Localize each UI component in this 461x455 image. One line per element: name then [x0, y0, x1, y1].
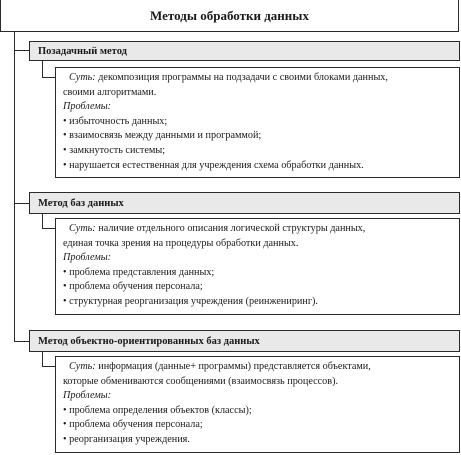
- method-header-2: [29, 192, 460, 214]
- method-header-3: [29, 330, 460, 352]
- essence-line: [63, 360, 453, 375]
- essence-line: [63, 222, 453, 237]
- problem-item: • проблема представления данных;: [63, 266, 215, 278]
- connector-method-2: [14, 203, 29, 204]
- diagram-title: Методы обработки данных: [0, 0, 459, 32]
- essence-label: Суть:: [69, 223, 96, 234]
- main-connector: [14, 32, 15, 342]
- method-body-1: [55, 67, 460, 178]
- problem-item: • структурная реорганизация учреждения (реинжениринг).: [63, 295, 318, 307]
- sub-connector-h-1: [42, 77, 55, 78]
- method-name-3: Метод объектно-ориентированных баз данных: [38, 335, 260, 347]
- problem-item: • избыточность данных;: [63, 115, 168, 127]
- problem-item: • проблема обучения персонала;: [63, 281, 203, 293]
- problem-item: • взаимосвязь между данными и программой;: [63, 130, 262, 142]
- problems-label: Проблемы:: [63, 101, 112, 113]
- connector-method-3: [14, 341, 29, 342]
- method-body-2: [55, 218, 460, 315]
- sub-connector-h-2: [42, 228, 55, 229]
- essence-label: Суть:: [69, 72, 96, 83]
- sub-connector-3: [42, 352, 43, 366]
- method-name-2: Метод баз данных: [38, 197, 124, 209]
- problems-label: Проблемы:: [63, 390, 112, 402]
- problem-item: • реорганизация учреждения.: [63, 433, 190, 445]
- sub-connector-1: [42, 61, 43, 77]
- problem-item: • проблема обучения персонала;: [63, 419, 203, 431]
- essence-text: информация (данные+ программы) представляется объектами,: [98, 361, 371, 372]
- method-body-3: [55, 356, 460, 453]
- problem-item: • проблема определения объектов (классы);: [63, 404, 252, 416]
- sub-connector-2: [42, 214, 43, 228]
- essence-label: Суть:: [69, 361, 96, 372]
- problems-label: Проблемы:: [63, 252, 112, 264]
- connector-method-1: [14, 50, 29, 51]
- method-header-1: [29, 41, 460, 61]
- essence-text-cont: своими алгоритмами.: [63, 86, 157, 98]
- problem-item: • нарушается естественная для учреждения схема обработки данных.: [63, 159, 364, 171]
- essence-text-cont: единая точка зрения на процедуры обработки данных.: [63, 237, 299, 249]
- method-name-1: Позадачный метод: [38, 45, 127, 57]
- essence-text-cont: которые обмениваются сообщениями (взаимосвязь процессов).: [63, 375, 339, 387]
- essence-text: декомпозиция программы на подзадачи с своими блоками данных,: [98, 72, 388, 83]
- essence-line: [63, 71, 453, 86]
- problem-item: • замкнутость системы;: [63, 144, 166, 156]
- essence-text: наличие отдельного описания логической структуры данных,: [98, 223, 366, 234]
- sub-connector-h-3: [42, 366, 55, 367]
